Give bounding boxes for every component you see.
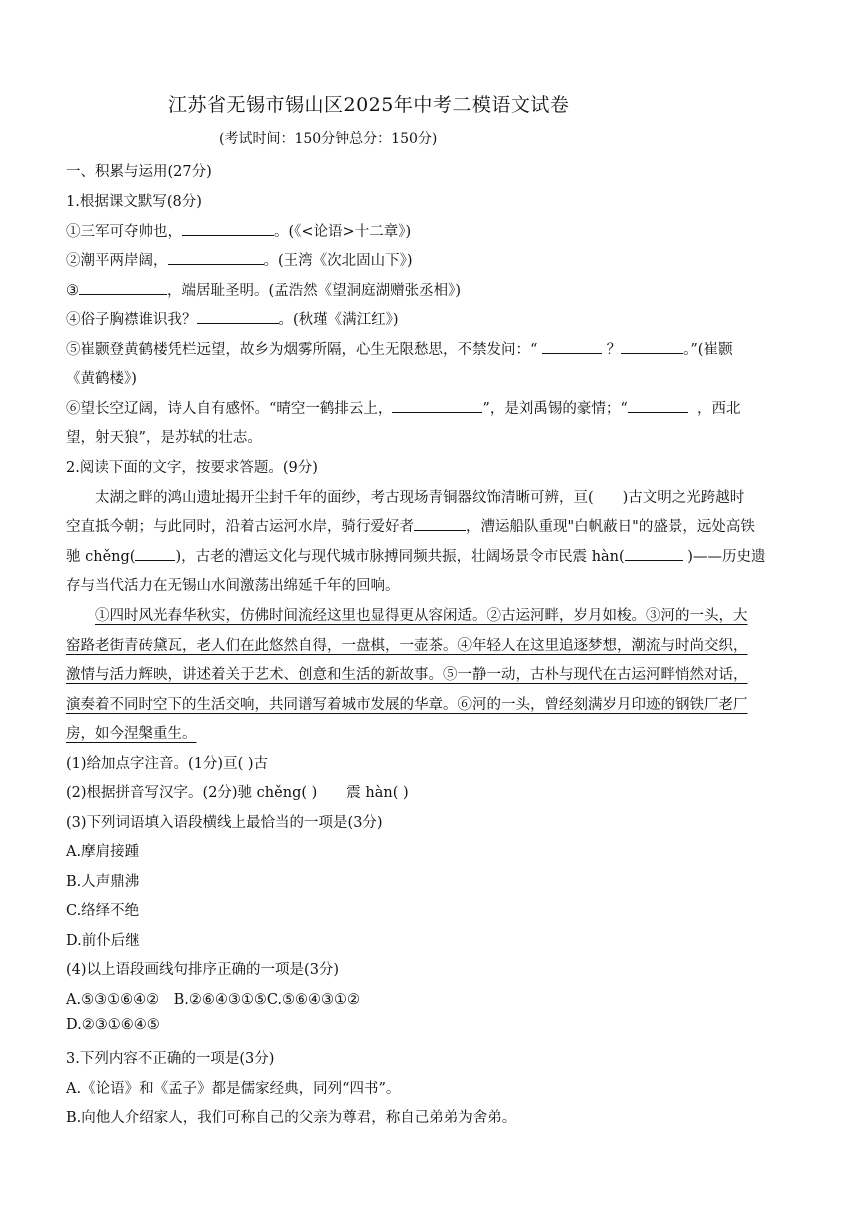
sub-question-1: (1)给加点字注音。(1分)亘( )古 (66, 756, 269, 772)
underlined-passage-line: 激情与活力辉映，讲述着关于艺术、创意和生活的新故事。⑤一静一动，古朴与现代在古运河畔悄然对话， (66, 667, 748, 683)
passage-line: 驰 chěng( )，古老的漕运文化与现代城市脉搏同频共振，壮阔场景令市民震 hàn( )——历史遗 (66, 545, 796, 566)
underlined-passage-line: 房，如今涅槃重生。 (66, 726, 197, 742)
underlined-passage-line: 窑路老街青砖黛瓦，老人们在此悠然自得，一盘棋，一壶茶。④年轻人在这里追逐梦想，潮流与时尚交织， (66, 638, 748, 654)
q1-item-5-source: 《黄鹤楼》) (66, 371, 137, 387)
q1-item-3: ③ ，端居耻圣明。(孟浩然《望洞庭湖赠张丞相》) (66, 279, 461, 300)
option-d[interactable]: D.前仆后继 (66, 933, 140, 949)
options-abc[interactable]: A.⑤③①⑥④② B.②⑥④③①⑤C.⑤⑥④③①② (66, 992, 361, 1008)
answer-blank[interactable] (628, 398, 688, 413)
answer-blank[interactable] (414, 516, 466, 531)
question-1-heading: 1.根据课文默写(8分) (66, 194, 202, 210)
answer-blank[interactable] (621, 339, 683, 354)
passage-line: 空直抵今朝；与此同时，沿着古运河水岸，骑行爱好者 ，漕运船队重现"白帆蔽日"的盛景，远处高铁 (66, 515, 796, 536)
q1-item-4: ④俗子胸襟谁识我？ 。(秋瑾《满江红》) (66, 308, 399, 329)
exam-info: (考试时间：150分钟总分：150分) (219, 131, 438, 147)
answer-blank[interactable] (625, 546, 683, 561)
answer-blank[interactable] (542, 339, 602, 354)
passage-line: 太湖之畔的鸿山遗址揭开尘封千年的面纱，考古现场青铜器纹饰清晰可辨，亘( )古文明之光跨越时 (95, 490, 745, 506)
q1-item-5: ⑤崔颢登黄鹤楼凭栏远望，故乡为烟雾所隔，心生无限愁思，不禁发问：“ ？ 。”(崔颢 (66, 338, 732, 359)
answer-blank[interactable] (182, 221, 274, 236)
option-a[interactable]: A.摩肩接踵 (66, 844, 140, 860)
sub-question-2: (2)根据拼音写汉字。(2分)驰 chěng( ) 震 hàn( ) (66, 785, 409, 801)
underlined-passage-line: 演奏着不同时空下的生活交响，共同谱写着城市发展的华章。⑥河的一头，曾经刻满岁月印迹的钢铁厂老厂 (66, 697, 748, 713)
q1-item-2: ②潮平两岸阔， 。(王湾《次北固山下》) (66, 249, 413, 270)
sub-question-3: (3)下列词语填入语段横线上最恰当的一项是(3分) (66, 815, 383, 831)
underlined-passage-line: ①四时风光春华秋实，仿佛时间流经这里也显得更从容闲适。②古运河畔，岁月如梭。③河的一头，大 (95, 608, 748, 624)
answer-blank[interactable] (79, 280, 167, 295)
sub-question-4: (4)以上语段画线句排序正确的一项是(3分) (66, 962, 340, 978)
passage-line: 存与当代活力在无锡山水间激荡出绵延千年的回响。 (66, 578, 400, 594)
answer-blank[interactable] (135, 546, 175, 561)
option-b[interactable]: B.向他人介绍家人，我们可称自己的父亲为尊君，称自己弟弟为舍弟。 (66, 1110, 517, 1126)
q1-item-1: ①三军可夺帅也， 。(《<论语>十二章》) (66, 220, 411, 241)
q1-item-6: ⑥望长空辽阔，诗人自有感怀。“晴空一鹤排云上， ”，是刘禹锡的豪情；“ ，西北 (66, 397, 740, 418)
option-c[interactable]: C.络绎不绝 (66, 903, 140, 919)
option-d[interactable]: D.②③①⑥④⑤ (66, 1017, 160, 1033)
option-a[interactable]: A.《论语》和《孟子》都是儒家经典，同列“四书”。 (66, 1081, 401, 1097)
answer-blank[interactable] (392, 398, 482, 413)
question-3-heading: 3.下列内容不正确的一项是(3分) (66, 1051, 275, 1067)
answer-blank[interactable] (168, 250, 264, 265)
answer-blank[interactable] (197, 309, 279, 324)
page-title: 江苏省无锡市锡山区2025年中考二模语文试卷 (168, 94, 570, 116)
q1-item-6-cont: 望，射天狼”，是苏轼的壮志。 (66, 430, 262, 446)
section-heading: 一、积累与运用(27分) (66, 164, 212, 180)
question-2-heading: 2.阅读下面的文字，按要求答题。(9分) (66, 460, 318, 476)
option-b[interactable]: B.人声鼎沸 (66, 874, 140, 890)
